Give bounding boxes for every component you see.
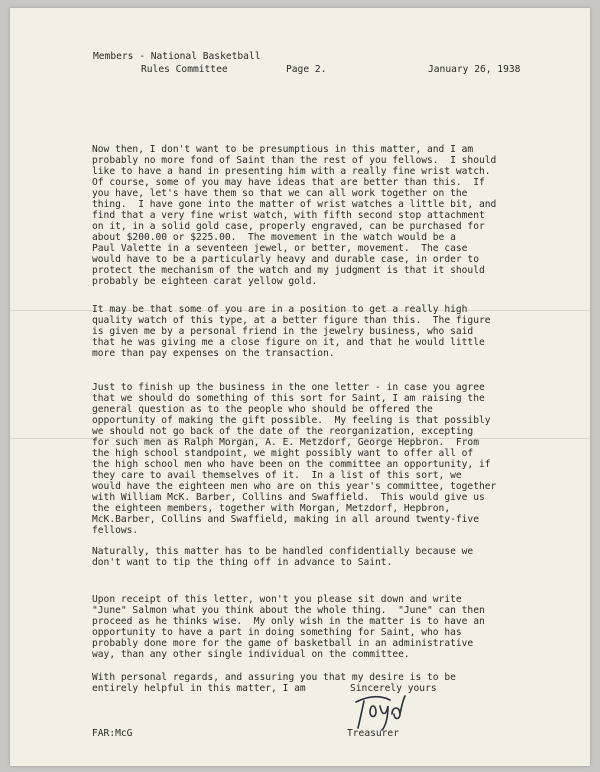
page-number: Page 2. <box>286 64 327 75</box>
body-line: that he was giving me a close figure on it, and that he would little <box>92 337 485 348</box>
typist-initials: FAR:McG <box>92 728 133 739</box>
body-line: With personal regards, and assuring you that my desire is to be <box>92 672 456 683</box>
body-line: general question as to the people who should be offered the <box>92 404 433 415</box>
body-line: for such men as Ralph Morgan, A. E. Metzdorf, George Hepbron. From <box>92 437 479 448</box>
signer-title: Treasurer <box>347 728 399 739</box>
body-line: like to have a hand in presenting him with a really fine wrist watch. <box>92 166 491 177</box>
body-line: that we should do something of this sort for Saint, I am raising the <box>92 393 485 404</box>
body-line: quality watch of this type, at a better figure than this. The figure <box>92 315 491 326</box>
addressee-line-2: Rules Committee <box>141 64 228 75</box>
body-line: you have, let's have them so that we can all work together on the <box>92 188 468 199</box>
body-line: Now then, I don't want to be presumptious in this matter, and I am <box>92 144 474 155</box>
body-line: probably be eighteen carat yellow gold. <box>92 276 318 287</box>
body-line: about $200.00 or $225.00. The movement in the watch would be a <box>92 232 456 243</box>
body-line: the high school men who have been on the committee an opportunity, if <box>92 459 491 470</box>
body-line: the eighteen members, together with Morgan, Metzdorf, Hepbron, <box>92 503 451 514</box>
body-line: fellows. <box>92 525 139 536</box>
body-line: entirely helpful in this matter, I am <box>92 683 306 694</box>
body-line: Paul Valette in a seventeen jewel, or better, movement. The case <box>92 243 468 254</box>
body-line: proceed as he thinks wise. My only wish in the matter is to have an <box>92 616 485 627</box>
body-line: Just to finish up the business in the one letter - in case you agree <box>92 382 485 393</box>
body-line: would have to be a particularly heavy and durable case, in order to <box>92 254 479 265</box>
body-line: on it, in a solid gold case, properly engraved, can be purchased for <box>92 221 485 232</box>
handwritten-signature <box>350 692 410 732</box>
body-line: the high school standpoint, we might possibly want to offer all of <box>92 448 474 459</box>
body-line: Of course, some of you may have ideas that are better than this. If <box>92 177 485 188</box>
body-line: with William McK. Barber, Collins and Swaffield. This would give us <box>92 492 485 503</box>
body-line: find that a very fine wrist watch, with fifth second stop attachment <box>92 210 485 221</box>
body-line: Naturally, this matter has to be handled confidentially because we <box>92 546 474 557</box>
body-line: probably done more for the game of basketball in an administrative <box>92 638 474 649</box>
body-line: probably no more fond of Saint than the rest of you fellows. I should <box>92 155 497 166</box>
addressee-line-1: Members - National Basketball <box>93 51 261 62</box>
body-line: way, than any other single individual on the committee. <box>92 649 410 660</box>
letter-page <box>10 8 590 766</box>
body-line: thing. I have gone into the matter of wrist watches a little bit, and <box>92 199 497 210</box>
body-line: McK.Barber, Collins and Swaffield, making in all around twenty-five <box>92 514 479 525</box>
closing-salutation: Sincerely yours <box>350 683 437 694</box>
body-line: don't want to tip the thing off in advance to Saint. <box>92 557 393 568</box>
body-line: is given me by a personal friend in the jewelry business, who said <box>92 326 474 337</box>
body-line: "June" Salmon what you think about the whole thing. "June" can then <box>92 605 485 616</box>
body-line: opportunity to have a part in doing something for Saint, who has <box>92 627 462 638</box>
body-line: more than pay expenses on the transaction. <box>92 348 335 359</box>
body-line: protect the mechanism of the watch and my judgment is that it should <box>92 265 485 276</box>
body-line: Upon receipt of this letter, won't you please sit down and write <box>92 594 462 605</box>
letter-date: January 26, 1938 <box>428 64 521 75</box>
body-line: they care to avail themselves of it. In a list of this sort, we <box>92 470 462 481</box>
body-line: would have the eighteen men who are on this year's committee, together <box>92 481 497 492</box>
body-line: we should not go back of the date of the reorganization, excepting <box>92 426 474 437</box>
body-line: It may be that some of you are in a position to get a really high <box>92 304 468 315</box>
body-line: opportunity of making the gift possible. My feeling is that possibly <box>92 415 491 426</box>
